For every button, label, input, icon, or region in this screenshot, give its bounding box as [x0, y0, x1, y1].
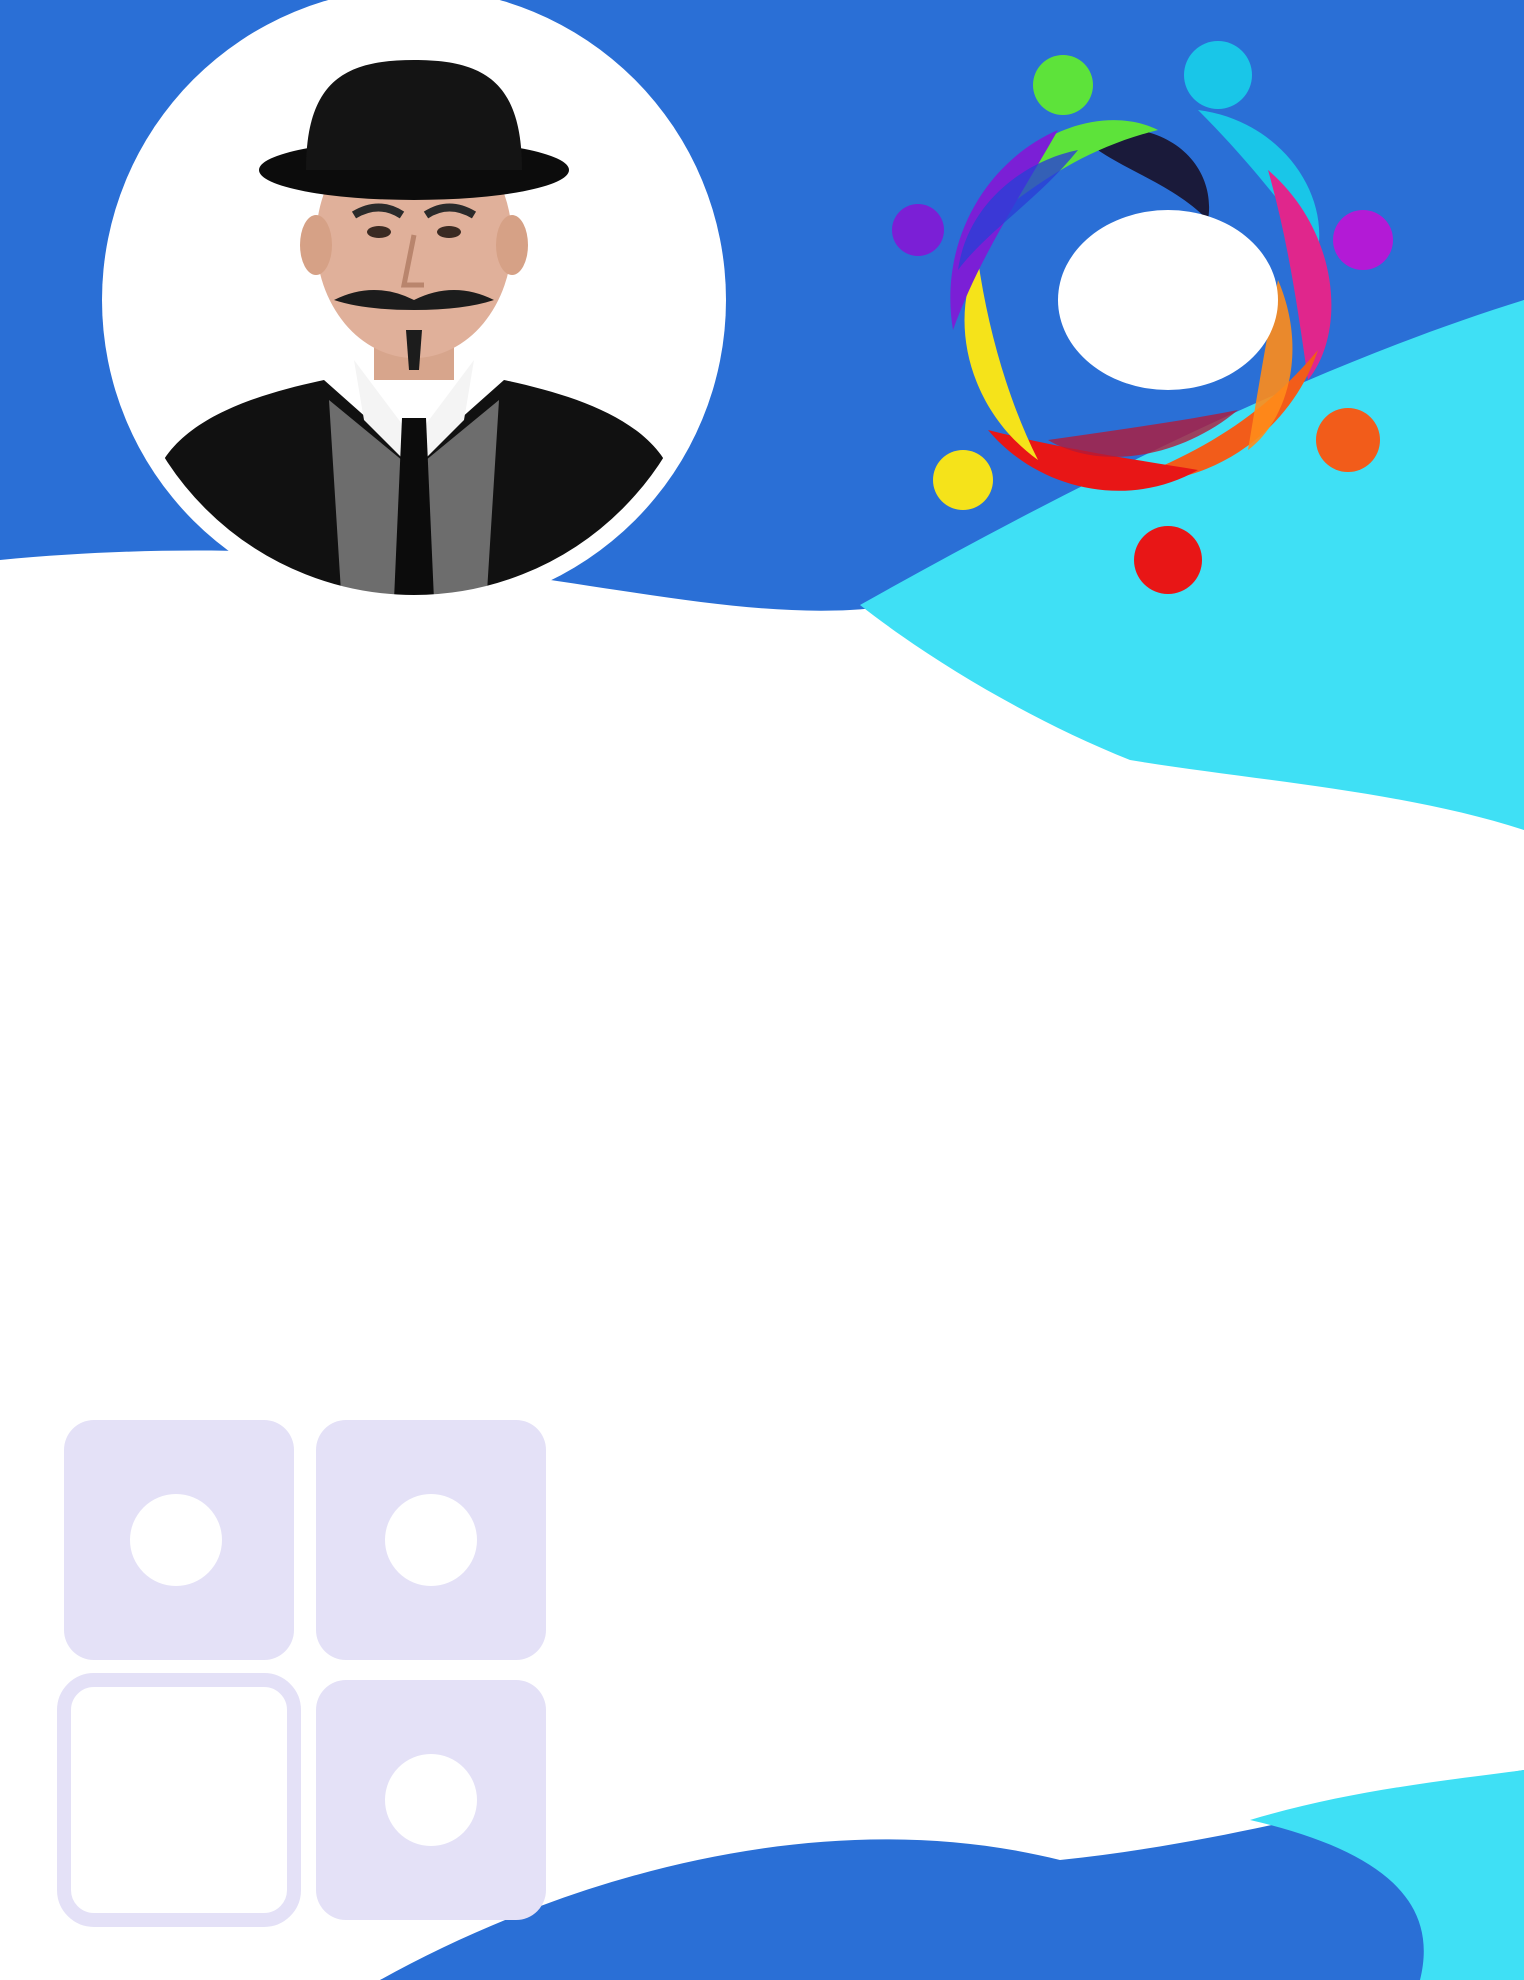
- biography-text: [114, 925, 1388, 971]
- grupo-ipe-watermark-logo: [56, 1270, 556, 1950]
- colorful-people-ring-icon: [868, 40, 1408, 600]
- portrait-photo: [84, 0, 744, 630]
